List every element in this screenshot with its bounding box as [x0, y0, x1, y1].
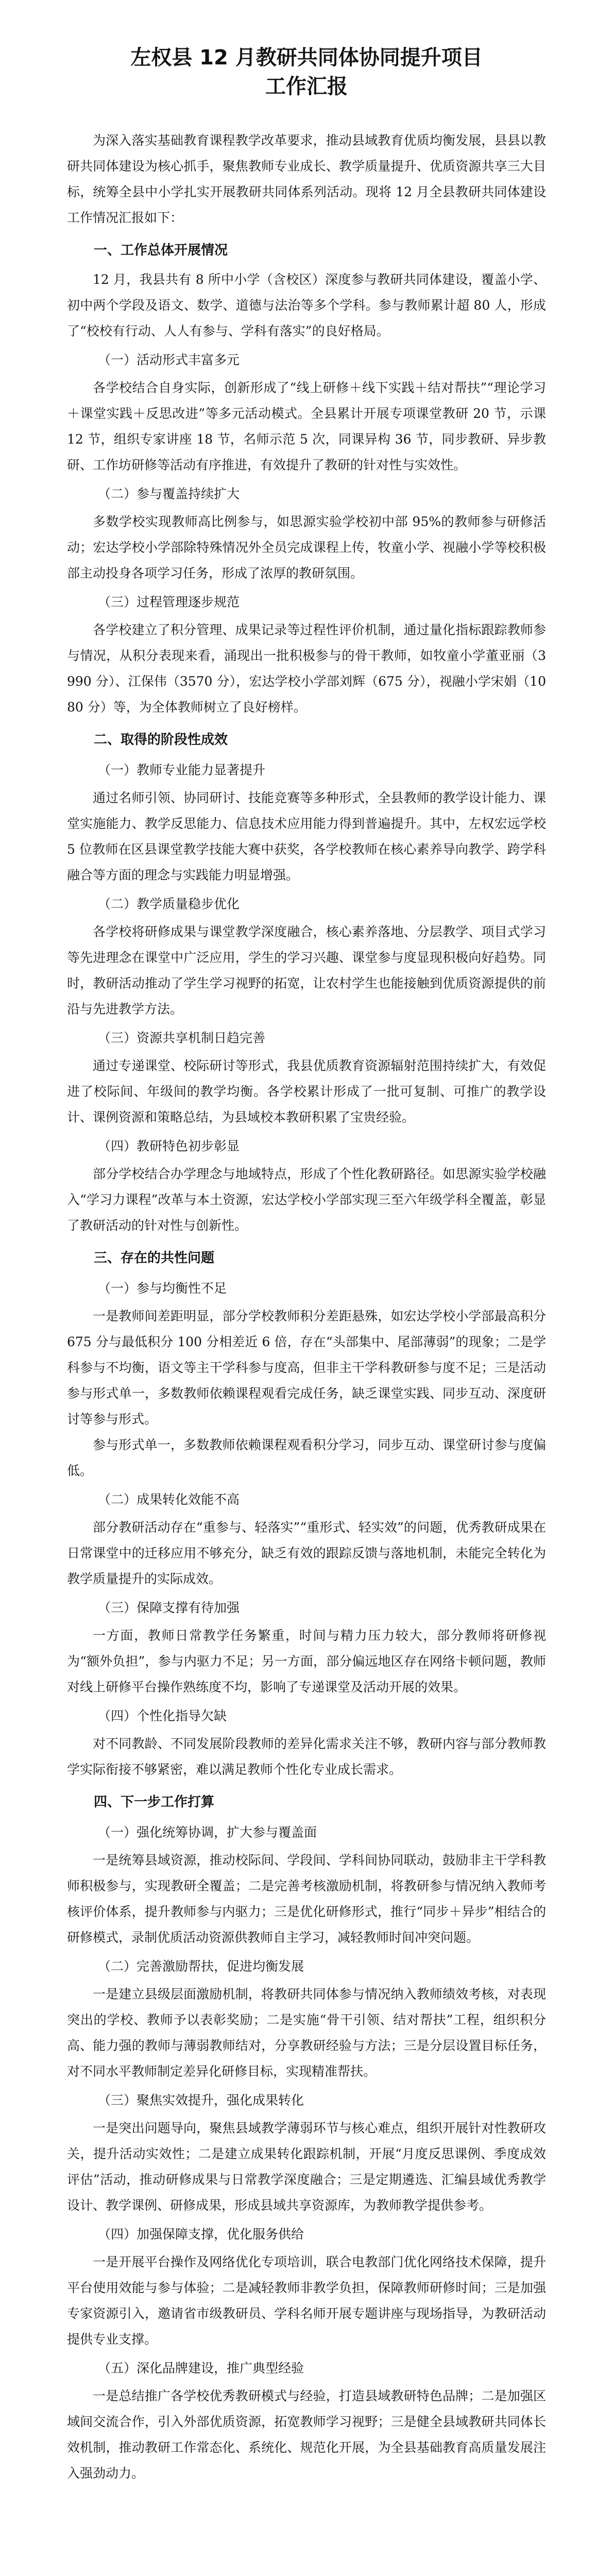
subsection-heading: （二）参与覆盖持续扩大: [98, 486, 240, 501]
intro-paragraph: 为深入落实基础教育课程教学改革要求，推动县域教育优质均衡发展，县县以教研共同体建设为核心抓手，聚焦教师专业成长、教学质量提升、优质资源共享三大目标，统筹全县中小学扎实开展教研共同体系列活动。现将 12 月全县教研共同体建设工作情况汇报如下：: [67, 133, 546, 225]
subsection-paragraph: 部分学校结合办学理念与地域特点，形成了个性化教研路径。如思源实验学校融入“学习力课程”改革与本土资源，宏达学校小学部实现三至六年级学科全覆盖，彰显了教研活动的针对性与创新性。: [67, 1166, 546, 1233]
section-heading: 三、存在的共性问题: [94, 1250, 215, 1266]
document-title-line1: 左权县 12 月教研共同体协同提升项目: [130, 46, 483, 70]
subsection-paragraph: 多数学校实现教师高比例参与，如思源实验学校初中部 95%的教师参与研修活动；宏达学校小学部除特殊情况外全员完成课程上传，牧童小学、视融小学等校积极部主动投身各项学习任务，形成了浓厚的教研氛围。: [67, 514, 546, 581]
report-section: [67, 1244, 546, 1783]
subsection-paragraph: 对不同教龄、不同发展阶段教师的差异化需求关注不够，教研内容与部分教师教学实际衔接不够紧密，难以满足教师个性化专业成长需求。: [67, 1736, 546, 1777]
subsection-heading: （三）聚焦实效提升，强化成果转化: [98, 2093, 304, 2108]
subsection-paragraph: 一是统筹县域资源，推动校际间、学段间、学科间协同联动，鼓励非主干学科教师积极参与，实现教研全覆盖；二是完善考核激励机制，将教研参与情况纳入教师考核评价体系，提升教师参与内驱力；三是优化研修形式，推行“同步＋异步”相结合的研修模式，录制优质活动资源供教师自主学习，减轻教师时间冲突问题。: [67, 1853, 546, 1945]
report-section: [67, 725, 546, 1239]
subsection-heading: （一）参与均衡性不足: [98, 1281, 227, 1296]
subsection-paragraph: 各学校将研修成果与课堂教学深度融合，核心素养落地、分层教学、项目式学习等先进理念在课堂中广泛应用，学生的学习兴趣、课堂参与度显现积极向好趋势。同时，教研活动推动了学生学习视野的拓宽，让农村学生也能接触到优质资源提供的前沿与先进教学方法。: [67, 924, 546, 1016]
subsection-paragraph: 各学校结合自身实际，创新形成了“线上研修＋线下实践＋结对帮扶”“理论学习＋课堂实践＋反思改进”等多元活动模式。全县累计开展专项课堂教研 20 节，示课 12 节，组织专家讲座 18 节，名师示范 5 次，同课异构 36 节，同步教研、异步教研、工作坊研修等活动有序推进，有效提升了教研的针对性与实效性。: [67, 380, 546, 472]
subsection-paragraph: 通过名师引领、协同研讨、技能竞赛等多种形式，全县教师的教学设计能力、课堂实施能力、教学反思能力、信息技术应用能力得到普遍提升。其中，左权宏远学校 5 位教师在区县课堂教学技能大赛中获奖，各学校教师在核心素养导向教学、跨学科融合等方面的理念与实践能力明显增强。: [67, 790, 546, 883]
section-heading: 一、工作总体开展情况: [94, 243, 228, 258]
subsection-paragraph: 通过专递课堂、校际研讨等形式，我县优质教育资源辐射范围持续扩大，有效促进了校际间、年级间的教学均衡。各学校累计形成了一批可复制、可推广的教学设计、课例资源和策略总结，为县域校本教研积累了宝贵经验。: [67, 1058, 546, 1125]
subsection-heading: （五）深化品牌建设，推广典型经验: [98, 2361, 304, 2376]
subsection-heading: （三）资源共享机制日趋完善: [98, 1030, 266, 1045]
report-section: [67, 236, 546, 720]
subsection-heading: （二）完善激励帮扶，促进均衡发展: [98, 1959, 304, 1974]
section-paragraph: 12 月，我县共有 8 所中小学（含校区）深度参与教研共同体建设，覆盖小学、初中两个学段及语文、数学、道德与法治等多个学科。参与教师累计超 80 人，形成了“校校有行动、人人有参与、学科有落实”的良好格局。: [67, 272, 546, 338]
subsection-paragraph: 一方面，教师日常教学任务繁重，时间与精力压力较大，部分教师将研修视为“额外负担”，参与内驱力不足；另一方面，部分偏远地区存在网络卡顿问题，教师对线上研修平台操作熟练度不均，影响了专递课堂及活动开展的效果。: [67, 1628, 546, 1694]
document-title-line2: 工作汇报: [265, 75, 348, 98]
subsection-heading: （一）活动形式丰富多元: [98, 352, 240, 367]
subsection-paragraph: 一是开展平台操作及网络优化专项培训，联合电教部门优化网络技术保障，提升平台使用效能与参与体验；二是减轻教师非教学负担，保障教师研修时间；三是加强专家资源引入，邀请省市级教研员、学科名师开展专题讲座与现场指导，为教研活动提供专业支撑。: [67, 2255, 546, 2347]
subsection-paragraph: 一是教师间差距明显，部分学校教师积分差距悬殊，如宏达学校小学部最高积分 675 分与最低积分 100 分相差近 6 倍，存在“头部集中、尾部薄弱”的现象；二是学科参与不均衡，语文等主干学科参与度高，但非主干学科教研参与度不足；三是活动参与形式单一，多数教师依赖课程观看完成任务，缺乏课堂实践、同步互动、深度研讨等参与形式。: [67, 1309, 546, 1427]
section-heading: 二、取得的阶段性成效: [94, 732, 228, 748]
subsection-paragraph: 各学校建立了积分管理、成果记录等过程性评价机制，通过量化指标跟踪教师参与情况，从积分表现来看，涌现出一批积极参与的骨干教师，如牧童小学董亚丽（3990 分）、江保伟（3570 分），宏达学校小学部刘辉（675 分），视融小学宋娟（1080 分）等，为全体教师树立了良好榜样。: [67, 622, 546, 715]
subsection-heading: （四）加强保障支撑，优化服务供给: [98, 2227, 304, 2242]
report-section: [67, 1788, 546, 2486]
subsection-heading: （二）成果转化效能不高: [98, 1492, 240, 1507]
section-heading: 四、下一步工作打算: [94, 1794, 215, 1810]
subsection-heading: （一）教师专业能力显著提升: [98, 762, 266, 777]
subsection-paragraph: 一是总结推广各学校优秀教研模式与经验，打造县域教研特色品牌；二是加强区域间交流合作，引入外部优质资源，拓宽教师学习视野；三是健全县域教研共同体长效机制，推动教研工作常态化、系统化、规范化开展，为全县基础教育高质量发展注入强劲动力。: [67, 2388, 546, 2481]
report-body: [67, 236, 546, 2486]
subsection-heading: （四）个性化指导欠缺: [98, 1708, 227, 1723]
subsection-heading: （四）教研特色初步彰显: [98, 1139, 240, 1154]
subsection-paragraph: 参与形式单一，多数教师依赖课程观看积分学习，同步互动、课堂研讨参与度偏低。: [67, 1437, 546, 1478]
subsection-paragraph: 一是突出问题导向，聚焦县域教学薄弱环节与核心难点，组织开展针对性教研攻关，提升活动实效性；二是建立成果转化跟踪机制，开展“月度反思课例、季度成效评估”活动，推动研修成果与日常教学深度融合；三是定期遴选、汇编县域优秀教学设计、教学课例、研修成果，形成县域共享资源库，为教师教学提供参考。: [67, 2121, 546, 2213]
subsection-heading: （三）保障支撑有待加强: [98, 1600, 240, 1615]
subsection-heading: （一）强化统筹协调，扩大参与覆盖面: [98, 1825, 317, 1840]
subsection-heading: （二）教学质量稳步优化: [98, 896, 240, 911]
subsection-heading: （三）过程管理逐步规范: [98, 595, 240, 609]
subsection-paragraph: 一是建立县级层面激励机制，将教研共同体参与情况纳入教师绩效考核，对表现突出的学校、教师予以表彰奖励；二是实施“骨干引领、结对帮扶”工程，组织积分高、能力强的教师与薄弱教师结对，分享教研经验与方法；三是分层设置目标任务，对不同水平教师制定差异化研修目标，实现精准帮扶。: [67, 1987, 546, 2079]
subsection-paragraph: 部分教研活动存在“重参与、轻落实”“重形式、轻实效”的问题，优秀教研成果在日常课堂中的迁移应用不够充分，缺乏有效的跟踪反馈与落地机制，未能完全转化为教学质量提升的实际成效。: [67, 1520, 546, 1586]
